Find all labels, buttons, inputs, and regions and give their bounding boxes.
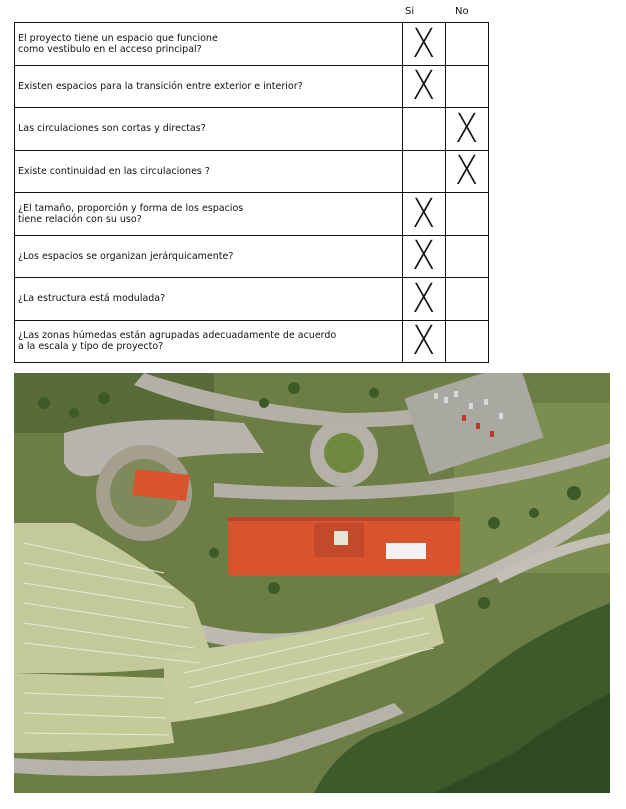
question-label: El proyecto tiene un espacio que funcione como vestibulo en el acceso principal? bbox=[18, 32, 218, 55]
si-mark: X bbox=[412, 275, 436, 322]
question-text bbox=[15, 193, 403, 236]
si-cell bbox=[403, 275, 446, 322]
column-header-si: Si bbox=[405, 6, 415, 17]
question-row bbox=[15, 320, 489, 363]
no-cell bbox=[446, 65, 489, 108]
si-mark: X bbox=[412, 318, 436, 365]
no-cell bbox=[446, 105, 489, 152]
no-mark: X bbox=[455, 148, 479, 195]
question-label: ¿Los espacios se organizan jerárquicamente? bbox=[18, 250, 234, 262]
aerial-site-photo bbox=[14, 373, 610, 793]
question-row bbox=[15, 235, 489, 278]
question-text bbox=[15, 320, 403, 363]
question-text bbox=[15, 278, 403, 321]
aerial-photo-illustration bbox=[14, 373, 610, 793]
no-cell bbox=[446, 193, 489, 236]
no-cell bbox=[446, 150, 489, 193]
question-label: Las circulaciones son cortas y directas? bbox=[18, 123, 206, 135]
si-mark: X bbox=[412, 190, 436, 237]
no-cell bbox=[446, 320, 489, 363]
question-row bbox=[15, 23, 489, 66]
question-label: Existe continuidad en las circulaciones ? bbox=[18, 165, 210, 177]
no-cell bbox=[446, 23, 489, 66]
question-text bbox=[15, 108, 403, 151]
question-label: Existen espacios para la transición entre exterior e interior? bbox=[18, 80, 303, 92]
question-label: ¿El tamaño, proporción y forma de los espacios tiene relación con su uso? bbox=[18, 202, 244, 225]
si-cell bbox=[403, 320, 446, 363]
question-row bbox=[15, 150, 489, 193]
question-row bbox=[15, 278, 489, 321]
no-cell bbox=[446, 235, 489, 278]
question-text bbox=[15, 150, 403, 193]
si-mark: X bbox=[412, 233, 436, 280]
si-cell bbox=[403, 65, 446, 108]
question-label: ¿La estructura está modulada? bbox=[18, 293, 166, 305]
question-text bbox=[15, 23, 403, 66]
question-row bbox=[15, 65, 489, 108]
question-text bbox=[15, 65, 403, 108]
si-cell bbox=[403, 150, 446, 193]
si-cell bbox=[403, 108, 446, 151]
si-mark: X bbox=[412, 63, 436, 110]
question-row bbox=[15, 108, 489, 151]
question-row bbox=[15, 193, 489, 236]
no-mark: X bbox=[455, 105, 479, 152]
si-mark: X bbox=[412, 20, 436, 67]
evaluation-table bbox=[14, 22, 489, 363]
no-cell bbox=[446, 278, 489, 321]
si-cell bbox=[403, 20, 446, 67]
si-cell bbox=[403, 235, 446, 278]
column-header-no: No bbox=[455, 6, 469, 17]
question-label: ¿Las zonas húmedas están agrupadas adecuadamente de acuerdo a la escala y tipo de proyecto? bbox=[18, 330, 337, 353]
question-text bbox=[15, 235, 403, 278]
si-cell bbox=[403, 190, 446, 237]
